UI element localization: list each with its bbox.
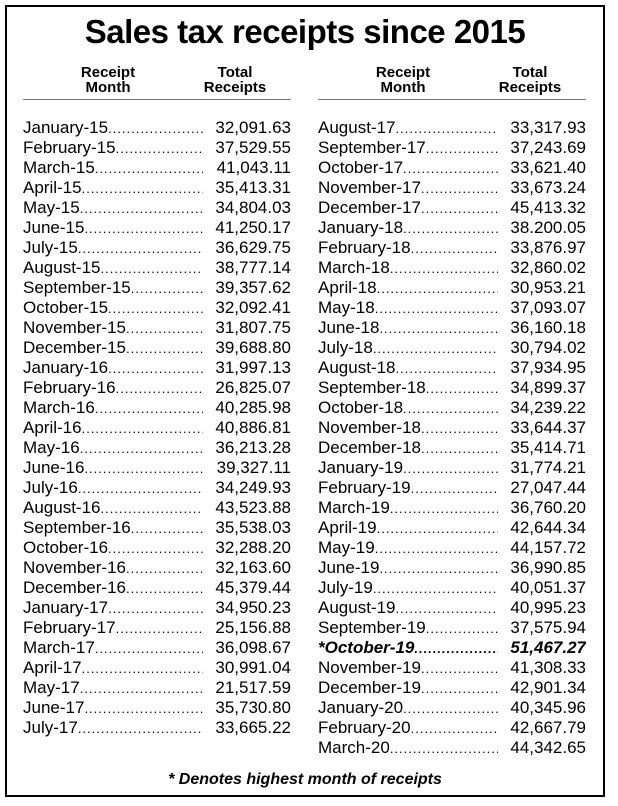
table-row [318,138,586,158]
total-cell: 51,467.27 [510,638,586,657]
leader-dots [390,259,498,278]
month-cell: February-16 [23,378,116,397]
total-cell: 36,629.75 [215,238,291,257]
month-cell: November-16 [23,558,126,577]
right-column [318,61,586,758]
table-row [23,238,291,258]
total-cell: 34,899.37 [510,378,586,397]
total-cell: 41,043.11 [216,158,291,177]
month-cell: February-15 [23,138,116,157]
rows-left [23,118,291,738]
month-cell: April-18 [318,278,377,297]
leader-dots [377,519,498,538]
table-row [23,318,291,338]
leader-dots [426,379,498,398]
leader-dots [403,459,498,478]
leader-dots [80,439,203,458]
leader-dots [126,339,203,358]
total-cell: 39,357.62 [215,278,291,297]
leader-dots [80,199,203,218]
month-cell: November-15 [23,318,126,337]
total-cell: 41,308.33 [510,658,586,677]
leader-dots [379,559,498,578]
leader-dots [126,559,203,578]
month-cell: March-16 [23,398,95,417]
table-row [318,378,586,398]
month-cell: December-19 [318,678,421,697]
leader-dots [108,119,203,138]
month-cell: August-19 [318,598,396,617]
header-line: Receipt [80,64,136,81]
leader-dots [84,219,203,238]
table-row [23,518,291,538]
table-row [318,158,586,178]
leader-dots [108,299,203,318]
leader-dots [377,279,498,298]
leader-dots [116,379,203,398]
month-cell: October-18 [318,398,404,417]
month-cell: February-20 [318,718,411,737]
leader-dots [373,339,498,358]
leader-dots [108,359,203,378]
month-cell: June-16 [23,458,85,477]
month-cell: November-18 [318,418,421,437]
leader-dots [131,279,203,298]
month-cell: October-16 [23,538,109,557]
leader-dots [414,639,498,658]
total-cell: 42,901.34 [510,678,586,697]
table-row [318,478,586,498]
header-line: Month [380,79,426,96]
month-cell: May-18 [318,298,375,317]
leader-dots [84,699,203,718]
header-line: Receipts [498,79,562,96]
leader-dots [426,139,498,158]
total-cell: 36,990.85 [510,558,586,577]
leader-dots [396,599,499,618]
table-row [318,498,586,518]
leader-dots [80,679,203,698]
month-cell: December-17 [318,198,421,217]
total-cell: 37,934.95 [510,358,586,377]
total-cell: 30,991.04 [215,658,291,677]
total-cell: 30,953.21 [510,278,586,297]
table-row [23,638,291,658]
receipt-month-header [63,65,153,95]
month-cell: August-17 [318,118,396,137]
table-row [318,238,586,258]
leader-dots [421,439,498,458]
left-column [23,61,291,738]
table-row [318,258,586,278]
table-row [23,678,291,698]
month-cell: May-19 [318,538,375,557]
table-row [318,598,586,618]
table-row [318,218,586,238]
leader-dots [421,179,498,198]
leader-dots [403,699,498,718]
leader-dots [379,319,498,338]
month-cell: September-16 [23,518,131,537]
month-cell: January-19 [318,458,404,477]
table-row [318,418,586,438]
table-row [318,638,586,658]
total-cell: 37,575.94 [510,618,586,637]
leader-dots [131,519,203,538]
leader-dots [126,579,203,598]
month-cell: January-16 [23,358,109,377]
month-cell: February-18 [318,238,411,257]
table-row [23,658,291,678]
total-cell: 38.200.05 [510,218,586,237]
total-cell: 33,665.22 [215,718,291,737]
table-row [318,698,586,718]
total-cell: 32,163.60 [215,558,291,577]
month-cell: December-15 [23,338,126,357]
total-cell: 26,825.07 [215,378,291,397]
table-row [23,578,291,598]
total-cell: 21,517.59 [215,678,291,697]
total-cell: 36,760.20 [510,498,586,517]
table-row [318,718,586,738]
month-cell: November-19 [318,658,421,677]
table-frame [5,5,605,797]
table-row [318,398,586,418]
total-cell: 31,807.75 [215,318,291,337]
leader-dots [396,359,499,378]
table-row [23,478,291,498]
table-row [318,338,586,358]
table-row [318,438,586,458]
total-cell: 34,950.23 [215,598,291,617]
header-line: Month [85,79,131,96]
month-cell: May-16 [23,438,80,457]
total-receipts-header [195,65,275,95]
table-row [318,358,586,378]
column-header [23,61,291,100]
total-cell: 32,092.41 [215,298,291,317]
receipt-month-header [358,65,448,95]
table-row [23,358,291,378]
leader-dots [411,479,498,498]
total-cell: 33,673.24 [510,178,586,197]
rows-right [318,118,586,758]
table-row [23,158,291,178]
total-cell: 37,529.55 [215,138,291,157]
table-row [23,618,291,638]
leader-dots [95,639,203,658]
month-cell: March-19 [318,498,390,517]
total-cell: 41,250.17 [215,218,291,237]
leader-dots [78,479,203,498]
month-cell: May-17 [23,678,80,697]
leader-dots [82,179,203,198]
leader-dots [373,579,498,598]
month-cell: June-19 [318,558,380,577]
leader-dots [116,619,203,638]
total-cell: 33,876.97 [510,238,586,257]
table-row [23,138,291,158]
total-cell: 27,047.44 [510,478,586,497]
month-cell: March-15 [23,158,95,177]
total-cell: 33,317.93 [510,118,586,137]
leader-dots [95,159,203,178]
header-line: Receipts [203,79,267,96]
table-row [23,178,291,198]
total-cell: 36,098.67 [215,638,291,657]
month-cell: January-18 [318,218,404,237]
table-row [318,678,586,698]
month-cell: January-20 [318,698,404,717]
month-cell: September-19 [318,618,426,637]
total-cell: 31,997.13 [215,358,291,377]
leader-dots [101,499,204,518]
table-row [318,118,586,138]
table-row [23,218,291,238]
leader-dots [84,459,203,478]
leader-dots [375,299,498,318]
total-cell: 34,804.03 [215,198,291,217]
month-cell: September-15 [23,278,131,297]
month-cell: February-19 [318,478,411,497]
month-cell: April-17 [23,658,82,677]
month-cell: March-18 [318,258,390,277]
total-cell: 36,213.28 [215,438,291,457]
table-row [318,458,586,478]
month-cell: December-18 [318,438,421,457]
table-row [23,598,291,618]
month-cell: March-17 [23,638,95,657]
leader-dots [421,199,498,218]
total-cell: 33,621.40 [510,158,586,177]
table-row [318,278,586,298]
total-cell: 35,413.31 [215,178,291,197]
month-cell: October-17 [318,158,404,177]
total-cell: 44,157.72 [510,538,586,557]
header-line: Total [217,64,253,81]
month-cell: March-20 [318,738,390,757]
table-row [318,198,586,218]
total-cell: 34,239.22 [510,398,586,417]
total-cell: 43,523.88 [215,498,291,517]
total-cell: 35,730.80 [215,698,291,717]
total-cell: 42,644.34 [510,518,586,537]
table-row [23,698,291,718]
table-row [23,438,291,458]
month-cell: November-17 [318,178,421,197]
table-row [23,398,291,418]
total-cell: 32,091.63 [215,118,291,137]
table-row [318,658,586,678]
table-row [23,558,291,578]
table-row [318,618,586,638]
month-cell: May-15 [23,198,80,217]
month-cell: September-17 [318,138,426,157]
leader-dots [403,399,498,418]
leader-dots [108,539,203,558]
table-row [23,338,291,358]
leader-dots [101,259,204,278]
month-cell: August-18 [318,358,396,377]
table-row [318,178,586,198]
header-line: Total [512,64,548,81]
month-cell: April-15 [23,178,82,197]
total-cell: 25,156.88 [215,618,291,637]
header-line: Receipt [375,64,431,81]
leader-dots [421,679,498,698]
leader-dots [82,659,203,678]
table-row [318,298,586,318]
month-cell: July-18 [318,338,373,357]
total-cell: 39,688.80 [215,338,291,357]
table-row [23,278,291,298]
leader-dots [421,659,498,678]
table-row [23,458,291,478]
month-cell: July-19 [318,578,373,597]
total-cell: 39,327.11 [216,458,291,477]
month-cell: April-16 [23,418,82,437]
table-row [318,538,586,558]
table-row [318,318,586,338]
leader-dots [82,419,203,438]
month-cell: February-17 [23,618,116,637]
total-cell: 40,995.23 [510,598,586,617]
leader-dots [108,599,203,618]
month-cell: August-15 [23,258,101,277]
total-cell: 45,413.32 [510,198,586,217]
total-cell: 37,093.07 [510,298,586,317]
total-cell: 40,051.37 [510,578,586,597]
leader-dots [126,319,203,338]
column-header [318,61,586,100]
total-cell: 35,414.71 [510,438,586,457]
month-cell: April-19 [318,518,377,537]
table-row [23,718,291,738]
leader-dots [403,159,498,178]
leader-dots [116,139,203,158]
table-row [23,258,291,278]
page-title: Sales tax receipts since 2015 [84,13,526,50]
table-row [318,738,586,758]
total-cell: 30,794.02 [510,338,586,357]
total-cell: 44,342.65 [510,738,586,757]
leader-dots [95,399,203,418]
month-cell: July-17 [23,718,78,737]
leader-dots [411,239,498,258]
month-cell: June-17 [23,698,85,717]
month-cell: December-16 [23,578,126,597]
table-row [318,558,586,578]
total-cell: 38,777.14 [215,258,291,277]
table-row [23,378,291,398]
leader-dots [403,219,498,238]
total-cell: 45,379.44 [215,578,291,597]
table-row [23,418,291,438]
table-row [23,298,291,318]
month-cell: January-15 [23,118,109,137]
total-cell: 40,345.96 [510,698,586,717]
table-row [318,518,586,538]
month-cell: January-17 [23,598,109,617]
leader-dots [411,719,498,738]
footnote: * Denotes highest month of receipts [168,771,442,788]
total-cell: 37,243.69 [510,138,586,157]
month-cell: August-16 [23,498,101,517]
leader-dots [375,539,498,558]
month-cell: October-15 [23,298,109,317]
month-cell: June-15 [23,218,85,237]
table-row [318,578,586,598]
total-cell: 40,886.81 [215,418,291,437]
total-cell: 36,160.18 [510,318,586,337]
month-cell: September-18 [318,378,426,397]
total-cell: 34,249.93 [215,478,291,497]
month-cell: *October-19 [318,638,415,657]
total-cell: 32,288.20 [215,538,291,557]
month-cell: July-16 [23,478,78,497]
total-cell: 32,860.02 [510,258,586,277]
total-cell: 40,285.98 [215,398,291,417]
month-cell: June-18 [318,318,380,337]
total-receipts-header [490,65,570,95]
total-cell: 35,538.03 [215,518,291,537]
leader-dots [426,619,498,638]
leader-dots [390,739,498,758]
leader-dots [421,419,498,438]
leader-dots [396,119,499,138]
table-row [23,538,291,558]
leader-dots [390,499,498,518]
table-row [23,118,291,138]
total-cell: 31,774.21 [510,458,586,477]
leader-dots [78,719,203,738]
leader-dots [78,239,203,258]
table-row [23,198,291,218]
table-row [23,498,291,518]
total-cell: 42,667.79 [510,718,586,737]
month-cell: July-15 [23,238,78,257]
total-cell: 33,644.37 [510,418,586,437]
